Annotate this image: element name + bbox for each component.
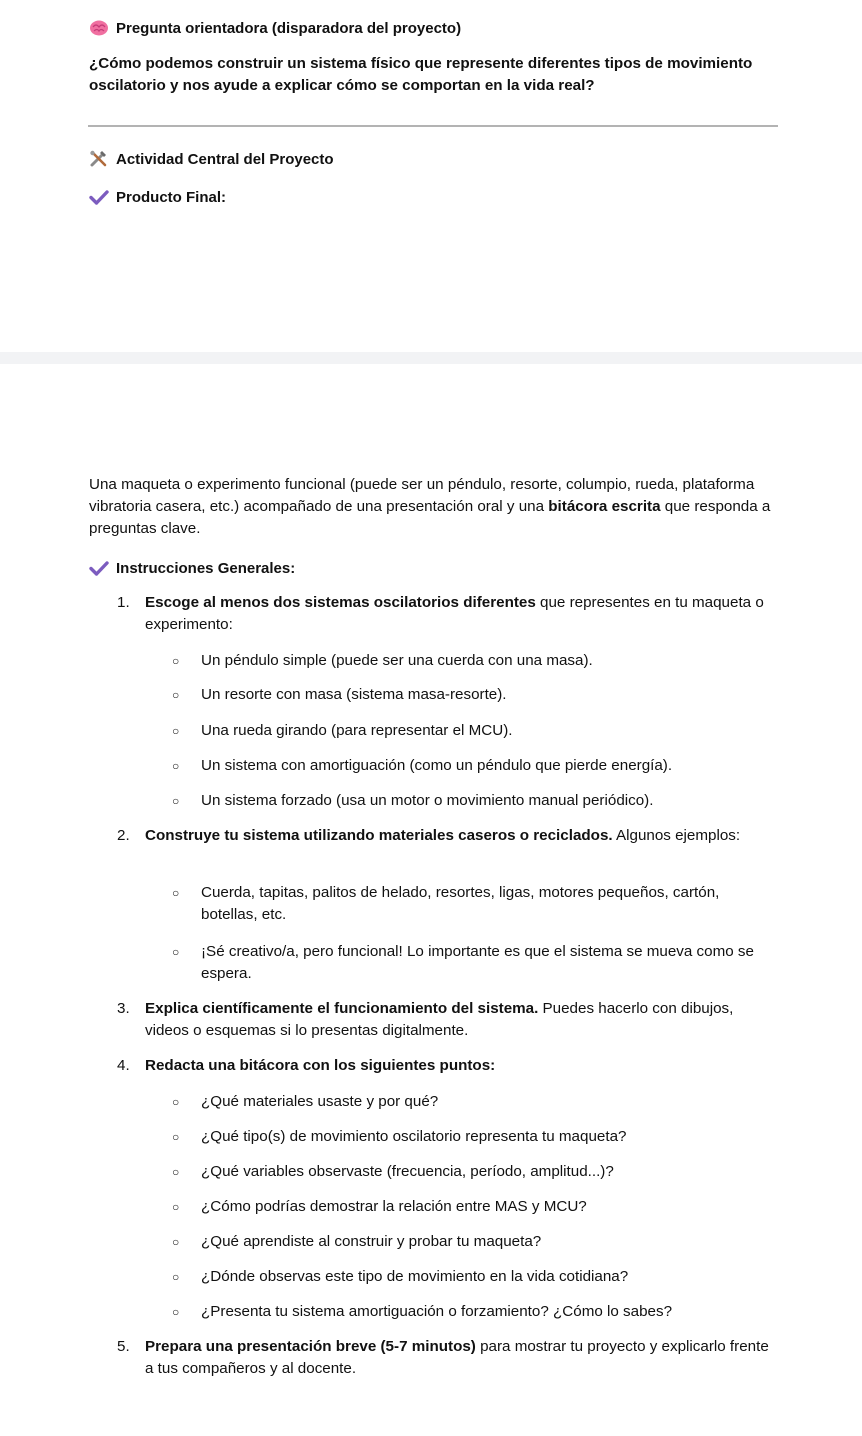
- central-activity-title: Actividad Central del Proyecto: [116, 150, 334, 168]
- guide-question-title: Pregunta orientadora (disparadora del proyecto): [116, 19, 462, 37]
- divider: [88, 125, 778, 127]
- final-product-title: Producto Final:: [116, 188, 226, 206]
- check-icon: [89, 558, 109, 578]
- page-1: [0, 0, 862, 352]
- general-instructions-heading: [89, 558, 295, 578]
- general-instructions-title: Instrucciones Generales:: [116, 559, 296, 577]
- tools-icon: [89, 149, 109, 169]
- driving-question: ¿Cómo podemos construir un sistema físico que represente diferentes tipos de movimiento oscilatorio y nos ayude a explicar cómo se comportan en la vida real?: [89, 55, 753, 94]
- final-product-description: Una maqueta o experimento funcional (puede ser un péndulo, resorte, columpio, rueda, plataforma vibratoria casera, etc.) acompañado de una presentación oral y una bitácora escrita que responda a preguntas clave.: [89, 476, 771, 537]
- central-activity-heading: [89, 149, 334, 169]
- check-icon: [89, 187, 109, 207]
- guide-question-heading: [89, 18, 461, 38]
- page-2: Una maqueta o experimento funcional (puede ser un péndulo, resorte, columpio, rueda, plataforma vibratoria casera, etc.) acompañado de una presentación oral y una bitácora escrita que responda a preguntas clave. Instrucciones Generales: 1. Escoge al menos dos sistemas oscilatorios diferentes que representes en tu maqueta o experimento: ○ Un péndulo simple (puede ser una cuerda con una masa). ○ Un resorte con masa (sistema masa-resorte). ○ Una rueda girando (para representar el MCU). ○ Un sistema con amortiguación (como un péndulo que pierde energía). ○ Un sistema forzado (usa un motor o movimiento manual periódico). 2. Construye tu sistema utilizando materiales caseros o reciclados. Algunos ejemplos: ○ Cuerda, tapitas, palitos de helado, resortes, ligas, motores pequeños, cartón, botellas, etc. ○ ¡Sé creativo/a, pero funcional! Lo importante es que el sistema se mueva como se espera. 3. Explica científicamente el funcionamiento del sistema. Puedes hacerlo con dibujos, videos o esquemas si lo presentas digitalmente. 4. Redacta una bitácora con los siguientes puntos: ○ ¿Qué materiales usaste y por qué? ○ ¿Qué tipo(s) de movimiento oscilatorio representa tu maqueta? ○ ¿Qué variables observaste (frecuencia, período, amplitud...)? ○ ¿Cómo podrías demostrar la relación entre MAS y MCU? ○ ¿Qué aprendiste al construir y probar tu maqueta? ○ ¿Dónde observas este tipo de movimiento en la vida cotidiana? ○ ¿Presenta tu sistema amortiguación o forzamiento? ¿Cómo lo sabes? 5. Prepara una presentación breve (5-7 minutos) para mostrar tu proyecto y explicarlo frente a tus compañeros y al docente.: [0, 364, 862, 1436]
- final-product-heading: [89, 187, 226, 207]
- page-gap: [0, 352, 862, 364]
- brain-icon: [89, 18, 109, 38]
